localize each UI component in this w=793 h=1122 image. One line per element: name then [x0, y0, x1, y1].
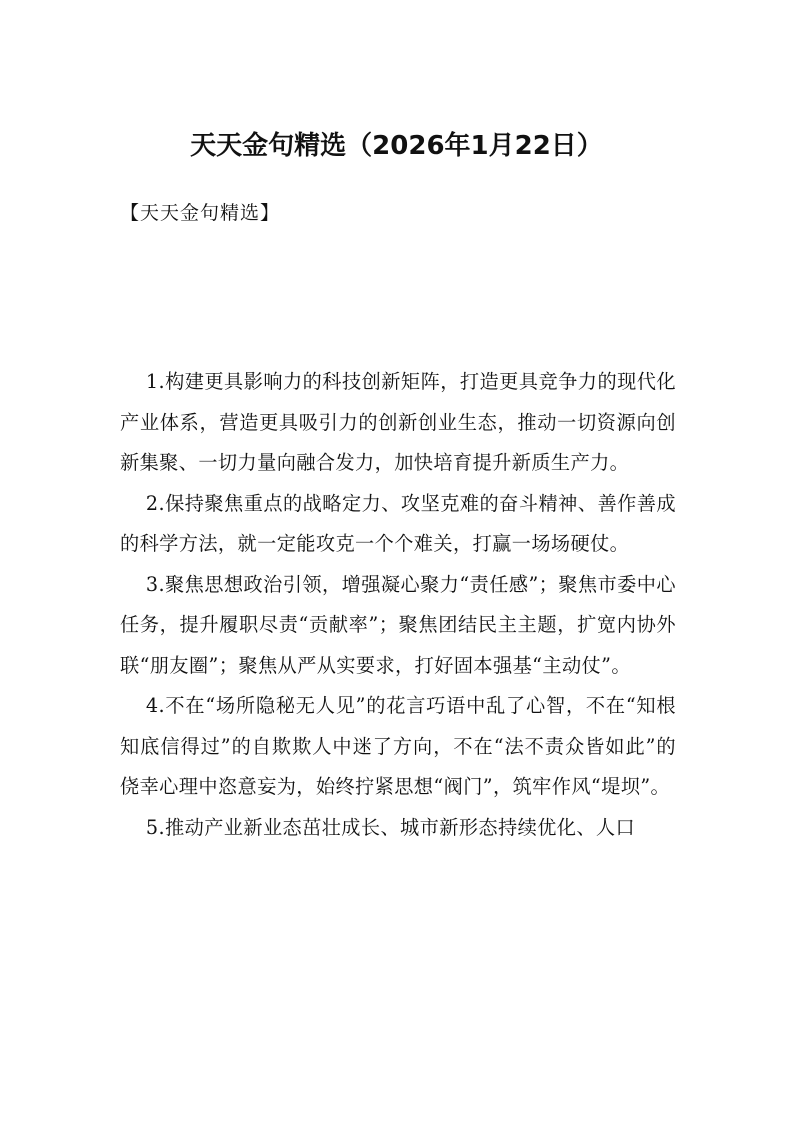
- paragraph-1: 1.构建更具影响力的科技创新矩阵，打造更具竞争力的现代化产业体系，营造更具吸引力的创新创业生态，推动一切资源向创新集聚、一切力量向融合发力，加快培育提升新质生产力。: [120, 370, 676, 474]
- document-body: [120, 362, 676, 848]
- paragraph-4: 4.不在“场所隐秘无人见”的花言巧语中乱了心智，不在“知根知底信得过”的自欺欺人中迷了方向，不在“法不责众皆如此”的侥幸心理中恣意妄为，始终拧紧思想“阀门”，筑牢作风“堤坝”。: [120, 694, 676, 798]
- paragraph-3: 3.聚焦思想政治引领，增强凝心聚力“责任感”；聚焦市委中心任务，提升履职尽责“贡献率”；聚焦团结民主主题，扩宽内协外联“朋友圈”；聚焦从严从实要求，打好固本强基“主动仗”。: [120, 572, 676, 677]
- document-title: 天天金句精选（2026年1月22日）: [190, 131, 603, 161]
- paragraph-2: 2.保持聚焦重点的战略定力、攻坚克难的奋斗精神、善作善成的科学方法，就一定能攻克一个个难关，打赢一场场硬仗。: [120, 491, 676, 555]
- section-heading: 【天天金句精选】: [120, 202, 281, 224]
- paragraph-5: 5.推动产业新业态茁壮成长、城市新形态持续优化、人口: [145, 815, 636, 839]
